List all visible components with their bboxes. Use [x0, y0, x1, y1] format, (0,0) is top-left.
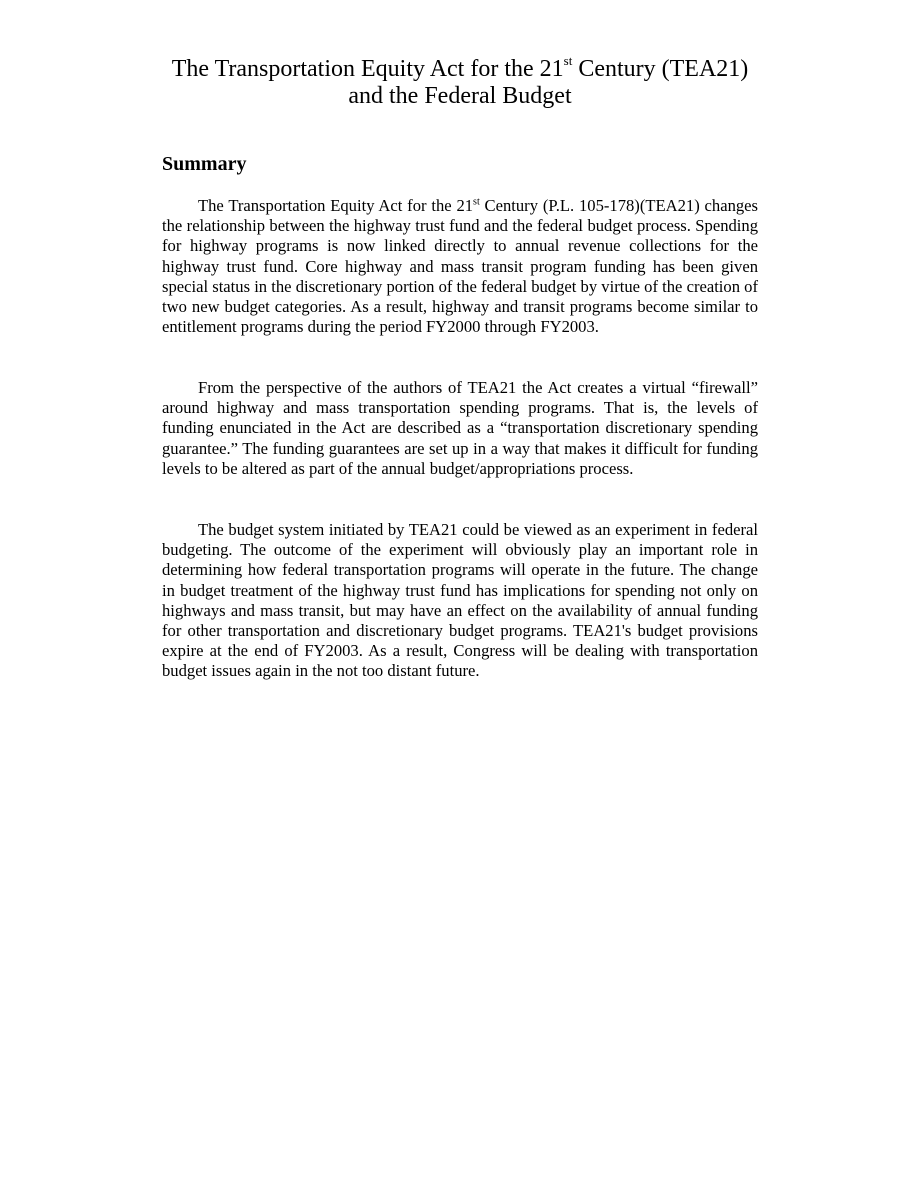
- title-line-2: and the Federal Budget: [348, 83, 572, 109]
- paragraph-superscript: st: [473, 196, 480, 208]
- title-line-1: The Transportation Equity Act for the 21st Century (TEA21): [171, 53, 749, 82]
- page-title: [162, 53, 758, 110]
- summary-paragraph-2: From the perspective of the authors of TEA21 the Act creates a virtual “firewall” around highway and mass transportation spending programs. That is, the levels of funding enunciated in the Act are described as a “transportation discretionary spending guarantee.” The funding guarantees are set up in a way that makes it difficult for funding levels to be altered as part of the annual budget/appropriations process.: [162, 378, 758, 478]
- title-superscript: st: [563, 53, 573, 68]
- summary-paragraph-1: The Transportation Equity Act for the 21st Century (P.L. 105-178)(TEA21) changes the relationship between the highway trust fund and the federal budget process. Spending for highway programs is now linked directly to annual revenue collections for the highway trust fund. Core highway and mass transit program funding has been given special status in the discretionary portion of the federal budget by virtue of the creation of two new budget categories. As a result, highway and transit programs become similar to entitlement programs during the period FY2000 through FY2003.: [162, 196, 758, 337]
- section-heading-summary: Summary: [162, 153, 247, 175]
- summary-paragraph-3: The budget system initiated by TEA21 could be viewed as an experiment in federal budgeting. The outcome of the experiment will obviously play an important role in determining how federal transportation programs will operate in the future. The change in budget treatment of the highway trust fund has implications for spending not only on highways and mass transit, but may have an effect on the availability of annual funding for other transportation and discretionary budget programs. TEA21's budget provisions expire at the end of FY2003. As a result, Congress will be dealing with transportation budget issues again in the not too distant future.: [162, 520, 758, 681]
